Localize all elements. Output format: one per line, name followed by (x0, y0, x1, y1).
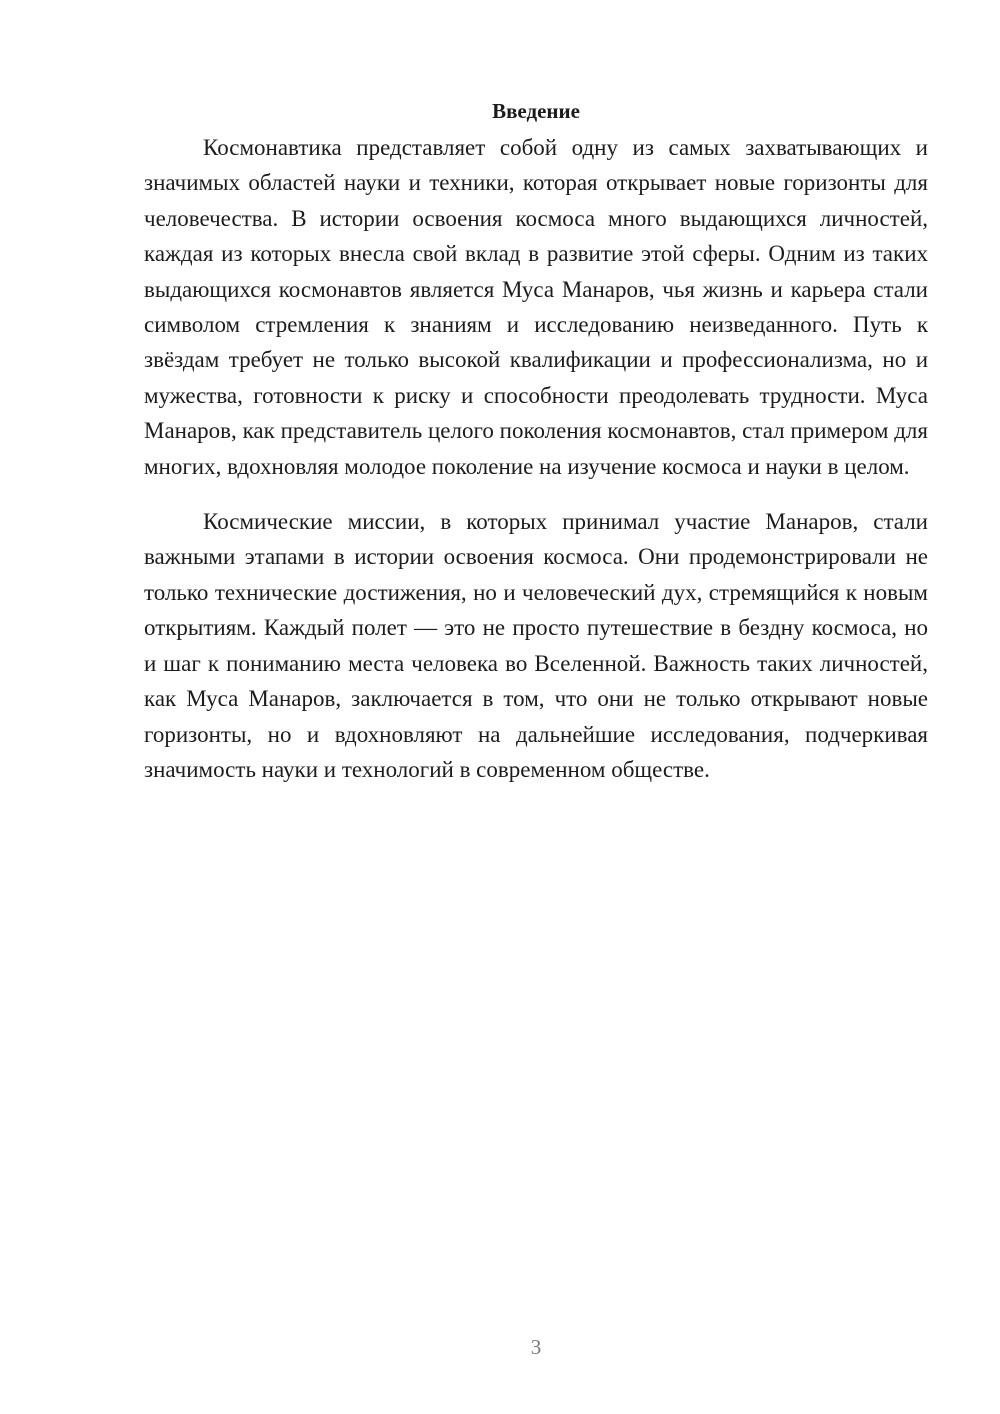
paragraph-1: Космонавтика представляет собой одну из самых захватывающих и значимых областей науки и техники, которая открывает новые горизонты для человечества. В истории освоения космоса много выдающихся личностей, каждая из которых внесла свой вклад в развитие этой сферы. Одним из таких выдающихся космонавтов является Муса Манаров, чья жизнь и карьера стали символом стремления к знаниям и исследованию неизведанного. Путь к звёздам требует не только высокой квалификации и профессионализма, но и мужества, готовности к риску и способности преодолевать трудности. Муса Манаров, как представитель целого поколения космонавтов, стал примером для многих, вдохновляя молодое поколение на изучение космоса и науки в целом. (144, 135, 928, 479)
section-heading: Введение (492, 99, 580, 123)
page-body (144, 96, 928, 787)
paragraph-2: Космические миссии, в которых принимал участие Манаров, стали важными этапами в истории освоения космоса. Они продемонстрировали не только технические достижения, но и человеческий дух, стремящийся к новым открытиям. Каждый полет — это не просто путешествие в бездну космоса, но и шаг к пониманию места человека во Вселенной. Важность таких личностей, как Муса Манаров, заключается в том, что они не только открывают новые горизонты, но и вдохновляют на дальнейшие исследования, подчеркивая значимость науки и технологий в современном обществе. (144, 509, 928, 782)
page-number: 3 (530, 1335, 542, 1359)
